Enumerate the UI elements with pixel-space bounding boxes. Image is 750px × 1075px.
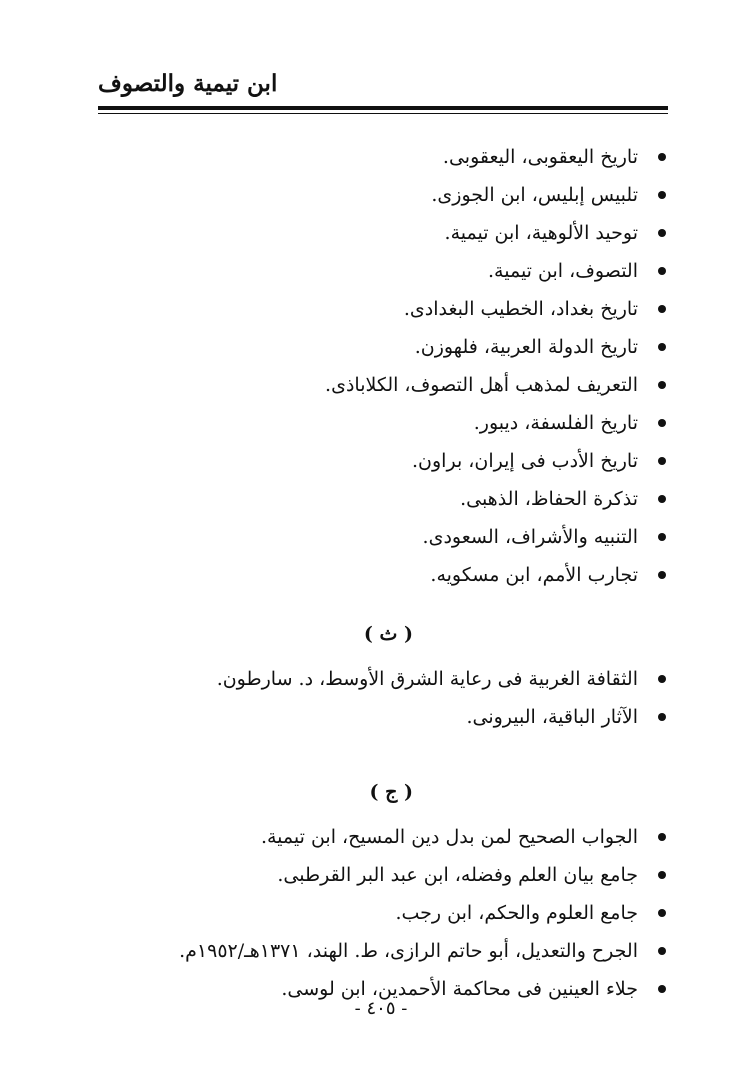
reference-item: تاريخ اليعقوبى، اليعقوبى. bbox=[150, 138, 668, 176]
reference-item: جامع العلوم والحكم، ابن رجب. bbox=[150, 894, 668, 932]
reference-item: الآثار الباقية، البيرونى. bbox=[150, 698, 668, 736]
bullet-icon bbox=[658, 871, 666, 879]
reference-item: التعريف لمذهب أهل التصوف، الكلاباذى. bbox=[150, 366, 668, 404]
bullet-icon bbox=[658, 381, 666, 389]
reference-item: جامع بيان العلم وفضله، ابن عبد البر القرطبى. bbox=[150, 856, 668, 894]
section-heading-jim: ( ج ) bbox=[369, 781, 413, 803]
bibliography-content bbox=[150, 138, 668, 1008]
reference-item: التنبيه والأشراف، السعودى. bbox=[150, 518, 668, 556]
bullet-icon bbox=[658, 909, 666, 917]
reference-item: تاريخ الفلسفة، ديبور. bbox=[150, 404, 668, 442]
bullet-icon bbox=[658, 153, 666, 161]
header-rule-thin bbox=[98, 113, 668, 114]
bullet-icon bbox=[658, 229, 666, 237]
reference-list-jim bbox=[150, 818, 668, 1008]
bullet-icon bbox=[658, 267, 666, 275]
page-header bbox=[0, 0, 750, 120]
reference-item: تلبيس إبليس، ابن الجوزى. bbox=[150, 176, 668, 214]
reference-item: تاريخ الأدب فى إيران، براون. bbox=[150, 442, 668, 480]
bullet-icon bbox=[658, 457, 666, 465]
reference-item: تجارب الأمم، ابن مسكويه. bbox=[150, 556, 668, 594]
bullet-icon bbox=[658, 675, 666, 683]
reference-item: الجرح والتعديل، أبو حاتم الرازى، ط. الهند، ١٣٧١هـ/١٩٥٢م. bbox=[150, 932, 668, 970]
reference-item: تاريخ الدولة العربية، فلهوزن. bbox=[150, 328, 668, 366]
reference-list-tha bbox=[150, 660, 668, 736]
bullet-icon bbox=[658, 191, 666, 199]
section-heading-tha: ( ث ) bbox=[363, 623, 413, 645]
bullet-icon bbox=[658, 305, 666, 313]
bullet-icon bbox=[658, 985, 666, 993]
bullet-icon bbox=[658, 533, 666, 541]
header-rule-thick bbox=[98, 106, 668, 110]
bullet-icon bbox=[658, 947, 666, 955]
bullet-icon bbox=[658, 833, 666, 841]
bullet-icon bbox=[658, 343, 666, 351]
bullet-icon bbox=[658, 713, 666, 721]
reference-item: توحيد الألوهية، ابن تيمية. bbox=[150, 214, 668, 252]
reference-item: التصوف، ابن تيمية. bbox=[150, 252, 668, 290]
reference-item: الثقافة الغربية فى رعاية الشرق الأوسط، د. سارطون. bbox=[150, 660, 668, 698]
reference-item: الجواب الصحيح لمن بدل دين المسيح، ابن تيمية. bbox=[150, 818, 668, 856]
bullet-icon bbox=[658, 419, 666, 427]
reference-item: جلاء العينين فى محاكمة الأحمدين، ابن لوسى. bbox=[150, 970, 668, 1008]
running-head-title: ابن تيمية والتصوف bbox=[98, 70, 278, 97]
reference-item: تاريخ بغداد، الخطيب البغدادى. bbox=[150, 290, 668, 328]
reference-list-continued bbox=[150, 138, 668, 594]
reference-item: تذكرة الحفاظ، الذهبى. bbox=[150, 480, 668, 518]
bullet-icon bbox=[658, 571, 666, 579]
bullet-icon bbox=[658, 495, 666, 503]
page-number: - ٤٠٥ - bbox=[354, 998, 408, 1019]
